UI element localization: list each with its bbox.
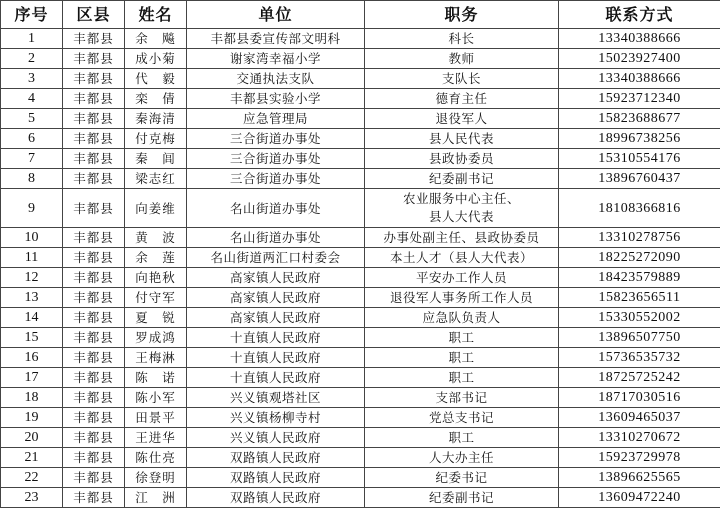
cell-position (365, 29, 559, 49)
table-row (1, 248, 720, 268)
cell-index: 14 (1, 308, 63, 328)
cell-index: 12 (1, 268, 63, 288)
cell-name: 余 莲 (125, 248, 187, 268)
cell-name: 代 毅 (125, 69, 187, 89)
cell-unit: 双路镇人民政府 (187, 448, 365, 468)
table-row (1, 408, 720, 428)
cell-county: 丰都县 (63, 328, 125, 348)
cell-phone: 13340388666 (559, 29, 720, 49)
cell-phone: 15923729978 (559, 448, 720, 468)
table-row (1, 328, 720, 348)
position-line: 农业服务中心主任、 (365, 190, 558, 208)
table-row (1, 368, 720, 388)
cell-phone: 18725725242 (559, 368, 720, 388)
cell-position (365, 448, 559, 468)
cell-index: 21 (1, 448, 63, 468)
cell-position (365, 388, 559, 408)
cell-position (365, 488, 559, 508)
cell-phone: 13310270672 (559, 428, 720, 448)
cell-name: 黄 波 (125, 228, 187, 248)
cell-name: 余 飚 (125, 29, 187, 49)
table-row (1, 149, 720, 169)
cell-county: 丰都县 (63, 89, 125, 109)
cell-county: 丰都县 (63, 268, 125, 288)
cell-position (365, 109, 559, 129)
cell-position (365, 228, 559, 248)
position-line: 纪委副书记 (365, 488, 558, 507)
cell-position (365, 268, 559, 288)
cell-phone: 18108366816 (559, 189, 720, 228)
cell-county: 丰都县 (63, 408, 125, 428)
cell-unit: 高家镇人民政府 (187, 308, 365, 328)
cell-name: 成小菊 (125, 49, 187, 69)
cell-unit: 双路镇人民政府 (187, 488, 365, 508)
cell-position (365, 348, 559, 368)
cell-position (365, 328, 559, 348)
table-row (1, 428, 720, 448)
table-body (1, 29, 720, 508)
cell-unit: 三合街道办事处 (187, 169, 365, 189)
position-line: 支部书记 (365, 388, 558, 407)
cell-county: 丰都县 (63, 149, 125, 169)
position-line: 纪委书记 (365, 468, 558, 487)
table-row (1, 169, 720, 189)
table-row (1, 89, 720, 109)
cell-name: 罗成鸿 (125, 328, 187, 348)
cell-phone: 15330552002 (559, 308, 720, 328)
position-line: 职工 (365, 348, 558, 367)
cell-county: 丰都县 (63, 308, 125, 328)
cell-index: 10 (1, 228, 63, 248)
cell-position (365, 69, 559, 89)
table-row (1, 228, 720, 248)
position-line: 本土人才（县人大代表） (365, 248, 558, 267)
position-line: 德育主任 (365, 89, 558, 108)
cell-phone: 13310278756 (559, 228, 720, 248)
cell-position (365, 368, 559, 388)
cell-phone: 15823688677 (559, 109, 720, 129)
cell-county: 丰都县 (63, 69, 125, 89)
cell-unit: 高家镇人民政府 (187, 288, 365, 308)
position-line: 人大办主任 (365, 448, 558, 467)
cell-index: 23 (1, 488, 63, 508)
position-line: 纪委副书记 (365, 169, 558, 188)
cell-county: 丰都县 (63, 49, 125, 69)
cell-county: 丰都县 (63, 248, 125, 268)
cell-name: 栾 倩 (125, 89, 187, 109)
cell-name: 梁志红 (125, 169, 187, 189)
cell-unit: 兴义镇观塔社区 (187, 388, 365, 408)
cell-index: 11 (1, 248, 63, 268)
cell-unit: 双路镇人民政府 (187, 468, 365, 488)
cell-name: 徐登明 (125, 468, 187, 488)
cell-unit: 三合街道办事处 (187, 129, 365, 149)
position-line: 退役军人 (365, 109, 558, 128)
cell-index: 13 (1, 288, 63, 308)
table-row (1, 189, 720, 228)
cell-index: 15 (1, 328, 63, 348)
cell-unit: 名山街道办事处 (187, 228, 365, 248)
cell-name: 秦海清 (125, 109, 187, 129)
table-row (1, 488, 720, 508)
table-row (1, 448, 720, 468)
table-row (1, 468, 720, 488)
cell-index: 1 (1, 29, 63, 49)
cell-phone: 13609472240 (559, 488, 720, 508)
cell-unit: 交通执法支队 (187, 69, 365, 89)
cell-index: 18 (1, 388, 63, 408)
cell-county: 丰都县 (63, 428, 125, 448)
cell-unit: 高家镇人民政府 (187, 268, 365, 288)
header-county: 区县 (63, 1, 125, 29)
cell-county: 丰都县 (63, 348, 125, 368)
cell-county: 丰都县 (63, 169, 125, 189)
cell-position (365, 248, 559, 268)
position-line: 支队长 (365, 69, 558, 88)
cell-index: 19 (1, 408, 63, 428)
cell-county: 丰都县 (63, 228, 125, 248)
cell-position (365, 288, 559, 308)
cell-unit: 兴义镇人民政府 (187, 428, 365, 448)
position-line: 应急队负责人 (365, 308, 558, 327)
cell-phone: 15023927400 (559, 49, 720, 69)
cell-phone: 18423579889 (559, 268, 720, 288)
cell-unit: 三合街道办事处 (187, 149, 365, 169)
cell-index: 3 (1, 69, 63, 89)
cell-unit: 兴义镇杨柳寺村 (187, 408, 365, 428)
cell-index: 4 (1, 89, 63, 109)
cell-position (365, 149, 559, 169)
cell-position (365, 189, 559, 228)
cell-county: 丰都县 (63, 488, 125, 508)
cell-position (365, 308, 559, 328)
cell-name: 付守军 (125, 288, 187, 308)
cell-position (365, 468, 559, 488)
header-row (1, 1, 720, 29)
position-line: 科长 (365, 29, 558, 48)
cell-phone: 18996738256 (559, 129, 720, 149)
cell-unit: 名山街道办事处 (187, 189, 365, 228)
cell-phone: 15823656511 (559, 288, 720, 308)
cell-county: 丰都县 (63, 388, 125, 408)
cell-name: 秦 闾 (125, 149, 187, 169)
cell-unit: 十直镇人民政府 (187, 368, 365, 388)
cell-name: 向姜维 (125, 189, 187, 228)
header-index: 序号 (1, 1, 63, 29)
table-row (1, 268, 720, 288)
table-row (1, 388, 720, 408)
cell-position (365, 428, 559, 448)
cell-index: 2 (1, 49, 63, 69)
cell-phone: 15923712340 (559, 89, 720, 109)
cell-unit: 应急管理局 (187, 109, 365, 129)
position-line: 办事处副主任、县政协委员 (365, 228, 558, 247)
cell-phone: 13896507750 (559, 328, 720, 348)
cell-name: 付克梅 (125, 129, 187, 149)
cell-unit: 丰都县委宣传部文明科 (187, 29, 365, 49)
cell-index: 9 (1, 189, 63, 228)
cell-phone: 18717030516 (559, 388, 720, 408)
table-row (1, 288, 720, 308)
position-line: 教师 (365, 49, 558, 68)
cell-name: 夏 锐 (125, 308, 187, 328)
cell-county: 丰都县 (63, 288, 125, 308)
table-row (1, 308, 720, 328)
cell-phone: 13340388666 (559, 69, 720, 89)
cell-phone: 13896760437 (559, 169, 720, 189)
position-line: 平安办工作人员 (365, 268, 558, 287)
cell-name: 陈小军 (125, 388, 187, 408)
table-row (1, 109, 720, 129)
cell-unit: 十直镇人民政府 (187, 348, 365, 368)
table-row (1, 29, 720, 49)
cell-name: 王梅淋 (125, 348, 187, 368)
header-contact: 联系方式 (559, 1, 720, 29)
cell-position (365, 49, 559, 69)
cell-unit: 丰都县实验小学 (187, 89, 365, 109)
cell-phone: 13609465037 (559, 408, 720, 428)
cell-unit: 谢家湾幸福小学 (187, 49, 365, 69)
cell-phone: 15310554176 (559, 149, 720, 169)
cell-position (365, 408, 559, 428)
cell-phone: 18225272090 (559, 248, 720, 268)
cell-name: 田景平 (125, 408, 187, 428)
cell-name: 江 洲 (125, 488, 187, 508)
position-line: 职工 (365, 328, 558, 347)
header-position: 职务 (365, 1, 559, 29)
cell-index: 22 (1, 468, 63, 488)
position-line: 退役军人事务所工作人员 (365, 288, 558, 307)
cell-index: 6 (1, 129, 63, 149)
cell-position (365, 129, 559, 149)
table-row (1, 69, 720, 89)
position-line: 职工 (365, 368, 558, 387)
cell-county: 丰都县 (63, 129, 125, 149)
cell-county: 丰都县 (63, 189, 125, 228)
cell-county: 丰都县 (63, 368, 125, 388)
position-line: 党总支书记 (365, 408, 558, 427)
cell-phone: 15736535732 (559, 348, 720, 368)
cell-county: 丰都县 (63, 29, 125, 49)
table-row (1, 129, 720, 149)
cell-phone: 13896625565 (559, 468, 720, 488)
cell-county: 丰都县 (63, 448, 125, 468)
cell-index: 16 (1, 348, 63, 368)
cell-county: 丰都县 (63, 468, 125, 488)
cell-index: 17 (1, 368, 63, 388)
cell-name: 陈 诺 (125, 368, 187, 388)
cell-index: 20 (1, 428, 63, 448)
cell-index: 7 (1, 149, 63, 169)
cell-unit: 名山街道两汇口村委会 (187, 248, 365, 268)
table-row (1, 49, 720, 69)
position-line: 职工 (365, 428, 558, 447)
cell-name: 陈仕亮 (125, 448, 187, 468)
cell-index: 5 (1, 109, 63, 129)
cell-position (365, 169, 559, 189)
cell-position (365, 89, 559, 109)
cell-index: 8 (1, 169, 63, 189)
cell-name: 王进华 (125, 428, 187, 448)
cell-unit: 十直镇人民政府 (187, 328, 365, 348)
position-line: 县政协委员 (365, 149, 558, 168)
cell-county: 丰都县 (63, 109, 125, 129)
position-line: 县人民代表 (365, 129, 558, 148)
header-name: 姓名 (125, 1, 187, 29)
cell-name: 向艳秋 (125, 268, 187, 288)
position-line: 县人大代表 (365, 208, 558, 226)
header-unit: 单位 (187, 1, 365, 29)
table-row (1, 348, 720, 368)
